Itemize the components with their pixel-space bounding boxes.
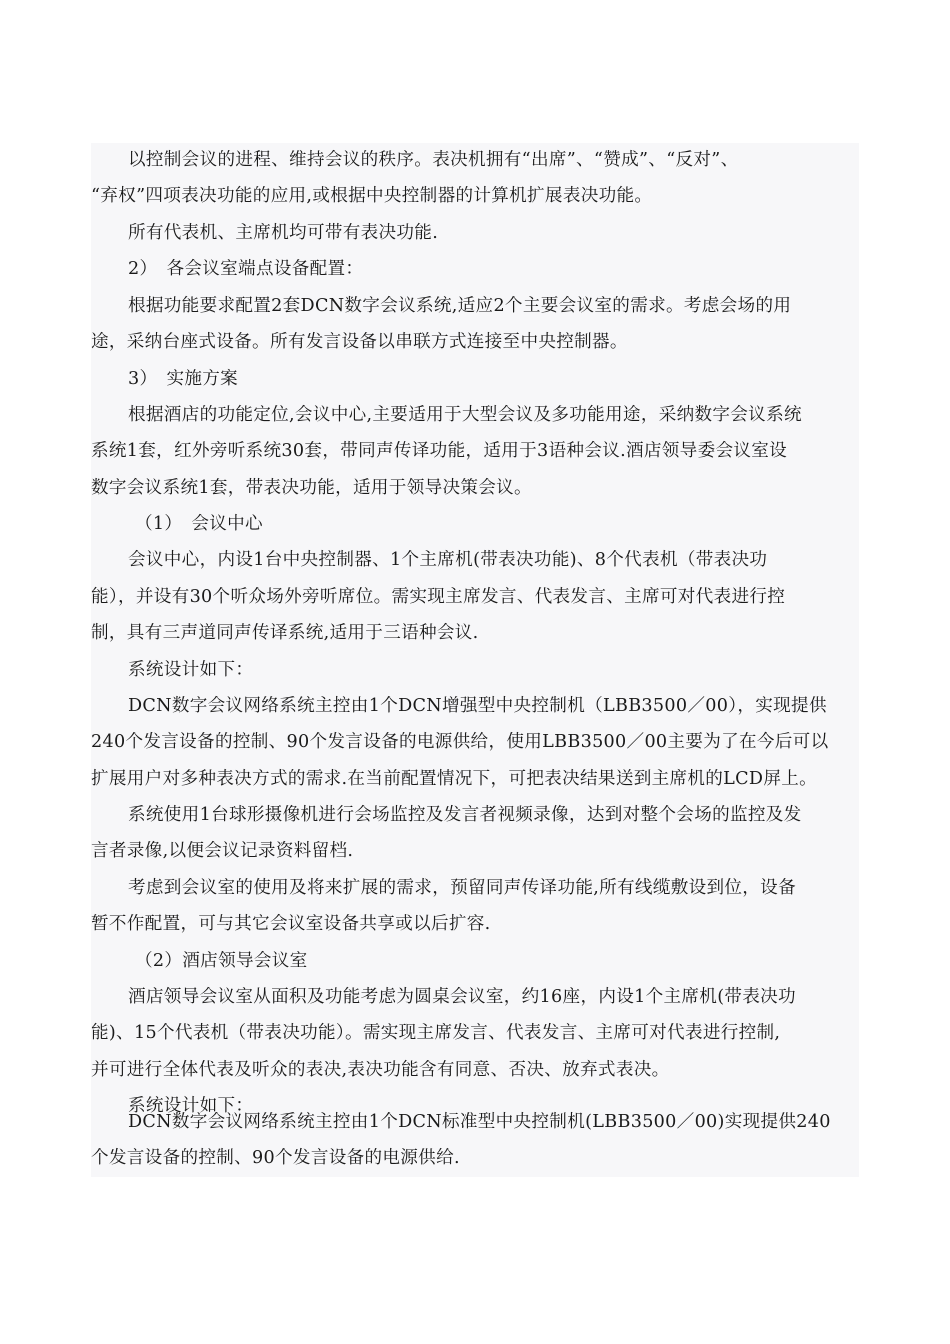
paragraph-line: 会议中心，内设1台中央控制器、1个主席机(带表决功能)、8个代表机（带表决功 (128, 550, 768, 570)
paragraph-line: 240个发言设备的控制、90个发言设备的电源供给，使用LBB3500／00主要为了在今后可以 (91, 732, 829, 752)
paragraph-line: 系统设计如下： (128, 660, 254, 680)
paragraph-line: 根据功能要求配置2套DCN数字会议系统,适应2个主要会议室的需求。考虑会场的用 (128, 296, 792, 316)
paragraph-line: 并可进行全体代表及听众的表决,表决功能含有同意、否决、放弃式表决。 (91, 1060, 670, 1080)
paragraph-line: DCN数字会议网络系统主控由1个DCN标准型中央控制机(LBB3500／00)实现提供240 (128, 1112, 831, 1132)
paragraph-line: 以控制会议的进程、维持会议的秩序。表决机拥有“出席”、“赞成”、“反对”、 (128, 150, 739, 170)
paragraph-line: “弃权”四项表决功能的应用,或根据中央控制器的计算机扩展表决功能。 (91, 186, 653, 206)
paragraph-line: 系统1套，红外旁听系统30套，带同声传译功能，适用于3语种会议.酒店领导委会议室设 (91, 441, 788, 461)
paragraph-line: 系统设计如下： (128, 1096, 254, 1116)
section-heading: 3） 实施方案 (128, 369, 239, 389)
paragraph-line: 系统使用1台球形摄像机进行会场监控及发言者视频录像，达到对整个会场的监控及发 (128, 805, 802, 825)
subsection-heading: （2）酒店领导会议室 (135, 951, 308, 971)
paragraph-line: 能)、15个代表机（带表决功能）。需实现主席发言、代表发言、主席可对代表进行控制, (91, 1023, 781, 1043)
paragraph-line: 数字会议系统1套，带表决功能，适用于领导决策会议。 (91, 478, 532, 498)
paragraph-line: 所有代表机、主席机均可带有表决功能. (128, 223, 439, 243)
paragraph-line: 个发言设备的控制、90个发言设备的电源供给. (91, 1148, 460, 1168)
paragraph-line: 制，具有三声道同声传译系统,适用于三语种会议. (91, 623, 479, 643)
section-heading: 2） 各会议室端点设备配置： (128, 259, 364, 279)
paragraph-line: 根据酒店的功能定位,会议中心,主要适用于大型会议及多功能用途，采纳数字会议系统 (128, 405, 802, 425)
document-text-block (91, 143, 859, 1177)
subsection-heading: （1） 会议中心 (135, 514, 263, 534)
paragraph-line: 考虑到会议室的使用及将来扩展的需求，预留同声传译功能,所有线缆敷设到位，设备 (128, 878, 796, 898)
paragraph-line: 扩展用户对多种表决方式的需求.在当前配置情况下，可把表决结果送到主席机的LCD屏上。 (91, 769, 818, 789)
paragraph-line: DCN数字会议网络系统主控由1个DCN增强型中央控制机（LBB3500／00），实现提供 (128, 696, 827, 716)
paragraph-line: 言者录像,以便会议记录资料留档. (91, 841, 354, 861)
paragraph-line: 能），并设有30个听众场外旁听席位。需实现主席发言、代表发言、主席可对代表进行控 (91, 587, 786, 607)
paragraph-line: 途，采纳台座式设备。所有发言设备以串联方式连接至中央控制器。 (91, 332, 628, 352)
paragraph-line: 暂不作配置，可与其它会议室设备共享或以后扩容. (91, 914, 491, 934)
paragraph-line: 酒店领导会议室从面积及功能考虑为圆桌会议室，约16座，内设1个主席机(带表决功 (128, 987, 796, 1007)
